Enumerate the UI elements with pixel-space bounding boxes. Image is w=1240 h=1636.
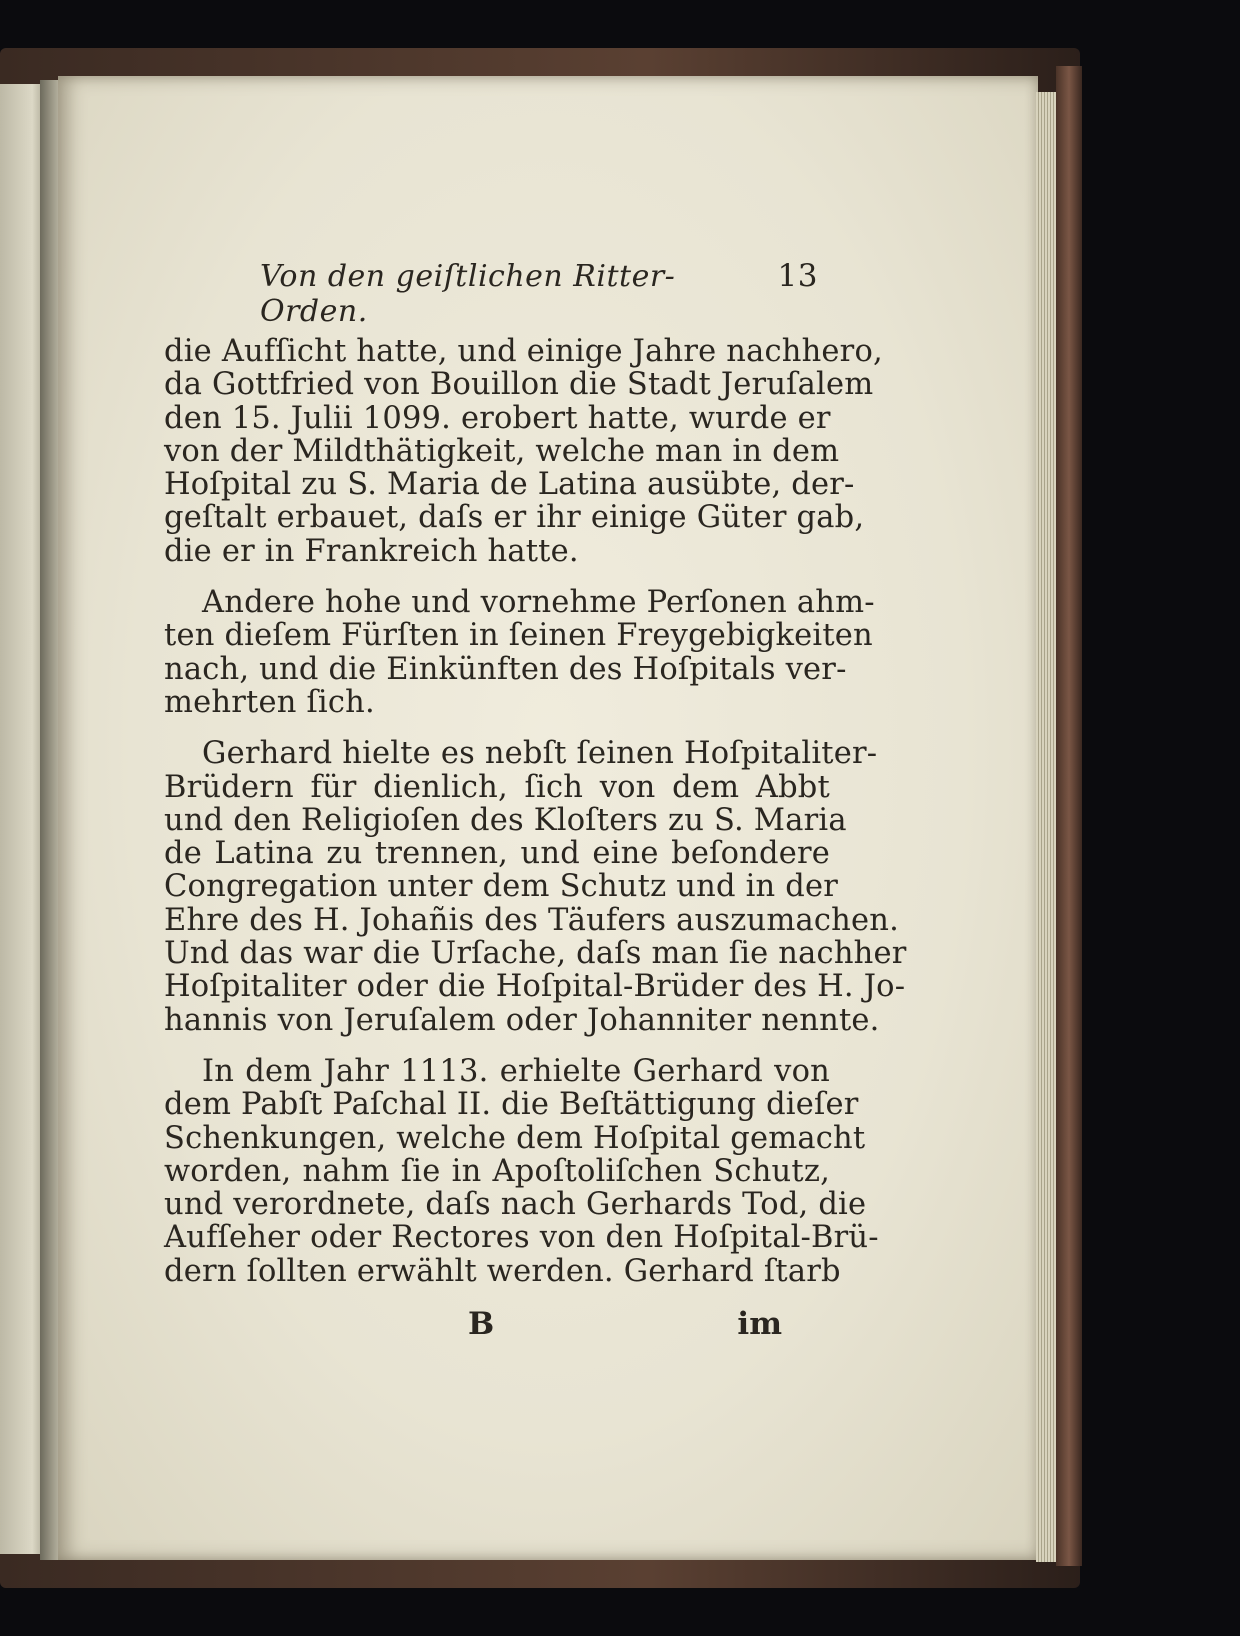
paragraph: [164, 736, 907, 1038]
catchword: im: [737, 1306, 782, 1343]
text-line: von der Mildthätigkeit, welche man in dem: [164, 433, 840, 469]
page-number: 13: [777, 258, 818, 294]
text-line: Hoſpitaliter oder die Hoſpital-Brüder des H. Jo-: [164, 969, 906, 1005]
text-line: de Latina zu trennen, und eine beſondere: [164, 836, 830, 872]
signature-mark: B: [468, 1306, 495, 1343]
text-block: [164, 258, 907, 1343]
text-line: Und das war die Urſache, daſs man ſie nachher: [164, 936, 907, 972]
text-line: die Aufſicht hatte, und einige Jahre nachhero,: [164, 334, 883, 369]
running-header: [260, 258, 830, 329]
text-line: die er in Frankreich hatte.: [164, 533, 579, 569]
text-line: mehrten ſich.: [164, 684, 375, 720]
text-line: Gerhard hielte es nebſt ſeinen Hoſpitaliter-: [202, 736, 878, 772]
text-line: dern ſollten erwählt werden. Gerhard ſtarb: [164, 1253, 841, 1289]
paragraph: [164, 585, 875, 720]
page-edges: [1036, 92, 1058, 1562]
text-line: Schenkungen, welche dem Hoſpital gemacht: [164, 1120, 866, 1156]
text-line: geſtalt erbauet, daſs er ihr einige Güter gab,: [164, 500, 865, 536]
text-line: Ehre des H. Johañis des Täufers auszumachen.: [164, 902, 899, 938]
text-line: Hoſpital zu S. Maria de Latina ausübte, der-: [164, 467, 855, 503]
text-line: worden, nahm ſie in Apoſtoliſchen Schutz,: [164, 1153, 830, 1189]
text-line: Aufſeher oder Rectores von den Hoſpital-Brü-: [164, 1220, 879, 1256]
text-line: hannis von Jeruſalem oder Johanniter nennte.: [164, 1002, 880, 1038]
text-line: und verordnete, daſs nach Gerhards Tod, die: [164, 1187, 867, 1223]
text-line: ten dieſem Fürſten in ſeinen Freygebigkeiten: [164, 618, 873, 654]
text-line: In dem Jahr 1113. erhielte Gerhard von: [202, 1053, 830, 1089]
paragraph: [164, 334, 883, 569]
text-line: Brüdern für dienlich, ſich von dem Abbt: [164, 769, 830, 805]
running-title: Von den geiſtlichen Ritter-Orden.: [260, 259, 676, 329]
text-line: da Gottfried von Bouillon die Stadt Jeruſalem: [164, 367, 874, 403]
text-line: Andere hohe und vornehme Perſonen ahm-: [202, 585, 875, 621]
text-line: dem Pabſt Paſchal II. die Beſtättigung dieſer: [164, 1087, 859, 1123]
book-spine: [1056, 66, 1082, 1566]
text-line: Congregation unter dem Schutz und in der: [164, 869, 839, 905]
paragraph: [164, 1053, 879, 1289]
text-line: den 15. Julii 1099. erobert hatte, wurde er: [164, 400, 831, 436]
page-footer: [164, 1306, 830, 1342]
text-line: nach, und die Einkünften des Hoſpitals ver-: [164, 651, 847, 687]
text-line: und den Religioſen des Kloſters zu S. Maria: [164, 802, 847, 838]
